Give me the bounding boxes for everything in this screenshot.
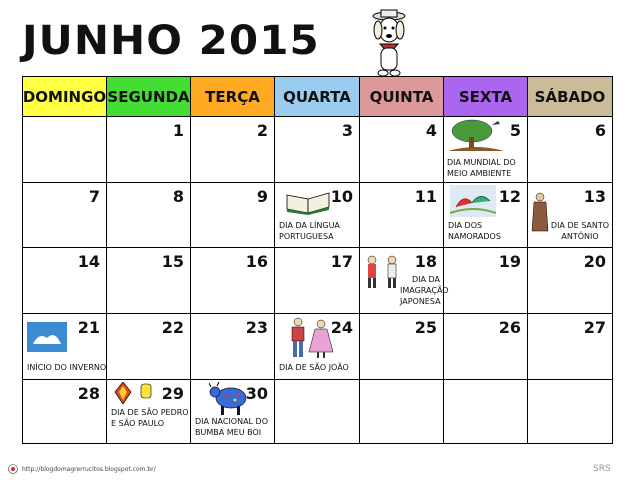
weekday-header-sexta: SEXTA xyxy=(444,77,528,117)
day-cell-empty xyxy=(23,117,107,183)
day-cell[interactable] xyxy=(107,314,191,380)
day-cell-empty xyxy=(528,380,612,443)
day-cell[interactable] xyxy=(23,314,107,380)
day-cell-empty xyxy=(444,380,528,443)
page-title: JUNHO 2015 xyxy=(22,18,320,64)
weekday-header-quarta: QUARTA xyxy=(275,77,360,117)
iceberg-icon xyxy=(27,322,67,352)
day-cell[interactable] xyxy=(528,117,612,183)
book-icon xyxy=(285,189,331,215)
day-cell[interactable] xyxy=(528,183,612,248)
day-cell[interactable] xyxy=(23,183,107,248)
day-number: 22 xyxy=(161,318,184,337)
blog-logo-icon xyxy=(8,464,18,474)
calendar-grid xyxy=(22,76,613,444)
day-cell[interactable] xyxy=(360,314,444,380)
day-cell[interactable] xyxy=(444,248,528,314)
day-number: 18 xyxy=(414,252,437,271)
day-number: 9 xyxy=(256,187,268,206)
day-number: 7 xyxy=(88,187,100,206)
day-number: 4 xyxy=(425,121,437,140)
footer-url[interactable]: http://blogdomagrerrucitos.blogspot.com.br/ xyxy=(22,465,156,473)
bumba-meu-boi-icon xyxy=(209,382,249,416)
day-number: 19 xyxy=(498,252,521,271)
day-number: 16 xyxy=(245,252,268,271)
day-cell[interactable] xyxy=(275,248,360,314)
day-number: 15 xyxy=(161,252,184,271)
day-cell[interactable] xyxy=(191,117,275,183)
day-cell[interactable] xyxy=(444,117,528,183)
day-cell[interactable] xyxy=(528,248,612,314)
day-number: 28 xyxy=(77,384,100,403)
day-number: 24 xyxy=(330,318,353,337)
day-number: 5 xyxy=(509,121,521,140)
junina-couple-icon xyxy=(285,316,335,360)
day-cell[interactable] xyxy=(360,248,449,314)
day-number: 29 xyxy=(161,384,184,403)
event-label: DIA DOS NAMORADOS xyxy=(448,221,501,241)
day-number: 13 xyxy=(583,187,606,206)
day-number: 11 xyxy=(414,187,437,206)
day-number: 12 xyxy=(498,187,521,206)
event-label: DIA DE SÃO PEDRO E SÃO PAULO xyxy=(111,408,189,428)
day-cell[interactable] xyxy=(275,117,360,183)
weekday-header-terca: TERÇA xyxy=(191,77,275,117)
event-label: DIA DE SANTO ANTÔNIO xyxy=(550,221,610,241)
event-label: DIA DA IMAGRAÇÃO JAPONESA xyxy=(400,275,449,306)
weekday-header-sabado: SÁBADO xyxy=(528,77,612,117)
day-cell[interactable] xyxy=(444,314,528,380)
footer-link[interactable] xyxy=(8,464,156,474)
weekday-header-quinta: QUINTA xyxy=(360,77,444,117)
event-label: INÍCIO DO INVERNO xyxy=(27,363,107,372)
day-number: 27 xyxy=(583,318,606,337)
day-cell[interactable] xyxy=(444,183,528,248)
day-number: 21 xyxy=(77,318,100,337)
dog-mascot-icon xyxy=(366,8,412,78)
bonfire-balloon-icon xyxy=(111,382,155,406)
day-number: 20 xyxy=(583,252,606,271)
event-label: DIA NACIONAL DO BUMBA MEU BOI xyxy=(195,417,269,437)
day-cell[interactable] xyxy=(23,248,107,314)
event-label: DIA MUNDIAL DO MEIO AMBIENTE xyxy=(447,158,516,178)
japanese-kids-icon xyxy=(362,254,404,290)
day-number: 8 xyxy=(172,187,184,206)
day-number: 3 xyxy=(341,121,353,140)
day-number: 23 xyxy=(245,318,268,337)
day-cell[interactable] xyxy=(275,183,360,248)
event-label: DIA DE SÃO JOÃO xyxy=(279,363,349,372)
day-cell[interactable] xyxy=(528,314,612,380)
tree-icon xyxy=(448,119,504,153)
day-cell[interactable] xyxy=(191,380,275,443)
day-number: 25 xyxy=(414,318,437,337)
day-cell[interactable] xyxy=(360,183,444,248)
day-cell-empty xyxy=(360,380,444,443)
day-cell[interactable] xyxy=(360,117,444,183)
lovebirds-icon xyxy=(450,185,496,217)
day-number: 10 xyxy=(330,187,353,206)
day-number: 2 xyxy=(256,121,268,140)
day-number: 26 xyxy=(498,318,521,337)
signature: SRS xyxy=(593,464,611,474)
day-cell[interactable] xyxy=(191,248,275,314)
event-label: DIA DA LÍNGUA PORTUGUESA xyxy=(279,221,340,241)
day-cell[interactable] xyxy=(191,183,275,248)
weekday-header-domingo: DOMINGO xyxy=(23,77,107,117)
day-number: 30 xyxy=(245,384,268,403)
day-cell[interactable] xyxy=(107,248,191,314)
day-cell[interactable] xyxy=(191,314,275,380)
day-number: 17 xyxy=(330,252,353,271)
day-cell[interactable] xyxy=(107,117,191,183)
day-cell[interactable] xyxy=(107,183,191,248)
day-number: 14 xyxy=(77,252,100,271)
saint-anthony-icon xyxy=(530,191,550,233)
day-cell[interactable] xyxy=(275,314,360,380)
day-number: 1 xyxy=(172,121,184,140)
day-cell[interactable] xyxy=(107,380,191,443)
day-number: 6 xyxy=(594,121,606,140)
day-cell[interactable] xyxy=(23,380,107,443)
day-cell-empty xyxy=(275,380,360,443)
weekday-header-segunda: SEGUNDA xyxy=(107,77,191,117)
